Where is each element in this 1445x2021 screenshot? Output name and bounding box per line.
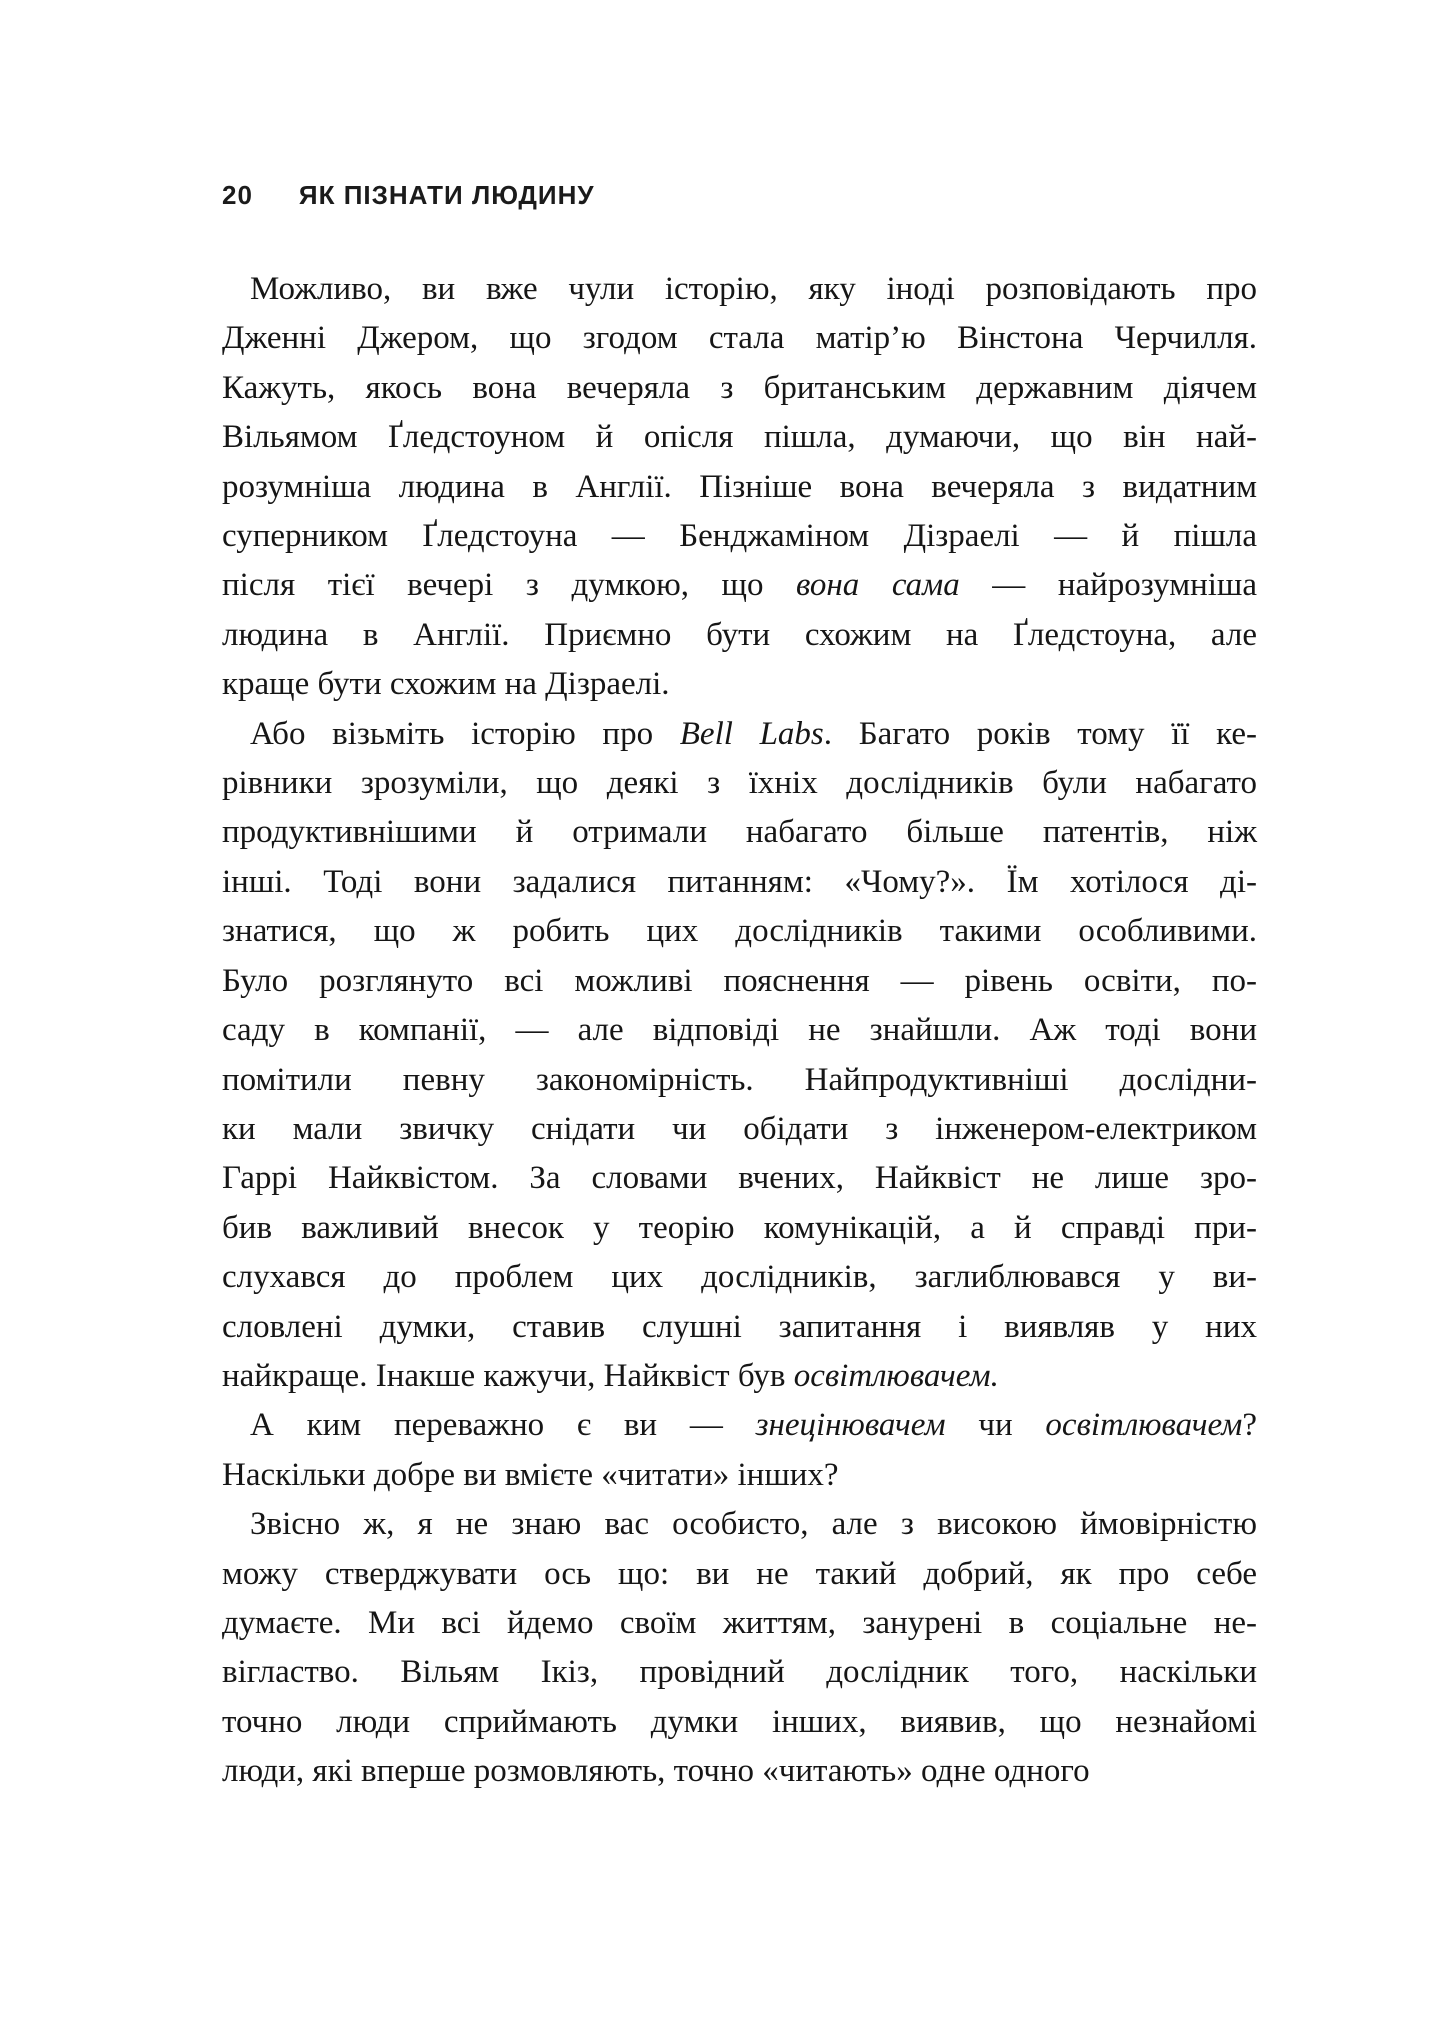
body-text: Дженні Джером, що згодом стала матір’ю Вінстона Черчилля.: [222, 320, 1257, 357]
text-line: [222, 1599, 1257, 1648]
body-text: ки мали звичку снідати чи обідати з інженером-електриком: [222, 1110, 1257, 1147]
text-line: [222, 1352, 1257, 1401]
body-text: Наскільки добре ви вмієте «читати» інших?: [222, 1456, 839, 1493]
italic-text: знецінювачем: [755, 1407, 946, 1444]
text-line: [222, 463, 1257, 512]
text-line: [222, 314, 1257, 363]
text-line: [222, 1648, 1257, 1697]
body-text: краще бути схожим на Дізраелі.: [222, 666, 670, 703]
paragraph: [222, 1500, 1257, 1796]
body-text: інші. Тоді вони задалися питанням: «Чому?». Їм хотілося ді-: [222, 863, 1257, 900]
paragraph: [222, 710, 1257, 1402]
body-text: найкраще. Інакше кажучи, Найквіст був: [222, 1357, 794, 1394]
text-line: [222, 907, 1257, 956]
body-text: рівники зрозуміли, що деякі з їхніх дослідників були набагато: [222, 765, 1257, 802]
page-number: 20: [222, 180, 253, 210]
text-line: [222, 1698, 1257, 1747]
body-text: помітили певну закономірність. Найпродуктивніші дослідни-: [222, 1061, 1257, 1098]
text-line: [222, 1401, 1257, 1450]
text-line: [222, 1154, 1257, 1203]
text-line: [222, 808, 1257, 857]
text-line: [222, 512, 1257, 561]
body-text: можу стверджувати ось що: ви не такий добрий, як про себе: [222, 1555, 1257, 1592]
text-line: [222, 957, 1257, 1006]
body-text: Кажуть, якось вона вечеряла з британським державним діячем: [222, 369, 1257, 406]
body-text: люди, які вперше розмовляють, точно «читають» одне одного: [222, 1753, 1090, 1790]
text-line: [222, 660, 1257, 709]
text-line: [222, 1105, 1257, 1154]
italic-text: вона сама: [796, 567, 960, 604]
text-line: [222, 858, 1257, 907]
text-line: [222, 1747, 1257, 1796]
text-line: [222, 1500, 1257, 1549]
text-line: [222, 364, 1257, 413]
text-line: [222, 1550, 1257, 1599]
italic-text: Bell Labs: [679, 715, 824, 752]
text-line: [222, 561, 1257, 610]
body-text: слухався до проблем цих дослідників, заглиблювався у ви-: [222, 1259, 1257, 1296]
body-text: чи: [945, 1407, 1046, 1444]
italic-text: освітлювачем: [1045, 1407, 1243, 1444]
italic-text: освітлювачем.: [793, 1357, 999, 1394]
body-text: знатися, що ж робить цих дослідників такими особливими.: [222, 913, 1257, 950]
text-block: [222, 265, 1257, 1797]
body-text: Було розглянуто всі можливі пояснення — рівень освіти, по-: [222, 962, 1257, 999]
body-text: Можливо, ви вже чули історію, яку іноді розповідають про: [250, 271, 1257, 307]
text-line: [222, 413, 1257, 462]
text-line: [222, 611, 1257, 660]
body-text: . Багато років тому її ке-: [823, 715, 1257, 752]
body-text: після тієї вечері з думкою, що: [222, 567, 797, 604]
body-text: бив важливий внесок у теорію комунікацій, а й справді при-: [222, 1209, 1257, 1246]
running-title: ЯК ПІЗНАТИ ЛЮДИНУ: [298, 180, 595, 210]
text-line: [222, 1204, 1257, 1253]
paragraph: [222, 1401, 1257, 1500]
text-line: [222, 710, 1257, 759]
body-text: людина в Англії. Приємно бути схожим на Ґледстоуна, але: [222, 616, 1257, 653]
text-line: [222, 1451, 1257, 1500]
text-line: [222, 1253, 1257, 1302]
body-text: Або візьміть історію про: [250, 715, 680, 752]
body-text: Гаррі Найквістом. За словами вчених, Найквіст не лише зро-: [222, 1160, 1257, 1197]
body-text: Вільямом Ґледстоуном й опісля пішла, думаючи, що він най-: [222, 419, 1257, 456]
body-text: точно люди сприймають думки інших, виявив, що незнайомі: [222, 1703, 1257, 1740]
text-line: [222, 759, 1257, 808]
text-line: [222, 1056, 1257, 1105]
body-text: А ким переважно є ви —: [250, 1407, 756, 1444]
body-text: Звісно ж, я не знаю вас особисто, але з високою ймовірністю: [250, 1506, 1257, 1543]
text-line: [222, 1303, 1257, 1352]
body-text: саду в компанії, — але відповіді не знайшли. Аж тоді вони: [222, 1012, 1257, 1049]
body-text: суперником Ґледстоуна — Бенджаміном Дізраелі — й пішла: [222, 518, 1257, 555]
text-line: [222, 265, 1257, 314]
body-text: думаєте. Ми всі йдемо своїм життям, занурені в соціальне не-: [222, 1604, 1257, 1641]
paragraph: [222, 265, 1257, 710]
body-text: розумніша людина в Англії. Пізніше вона вечеряла з видатним: [222, 468, 1257, 505]
body-text: ?: [1242, 1407, 1257, 1444]
body-text: — найрозумніша: [959, 567, 1257, 604]
page-header: [222, 180, 595, 211]
body-text: словлені думки, ставив слушні запитання і виявляв у них: [222, 1308, 1257, 1345]
body-text: продуктивнішими й отримали набагато більше патентів, ніж: [222, 814, 1257, 851]
text-line: [222, 1006, 1257, 1055]
body-text: вігластво. Вільям Ікіз, провідний дослідник того, наскільки: [222, 1654, 1257, 1691]
